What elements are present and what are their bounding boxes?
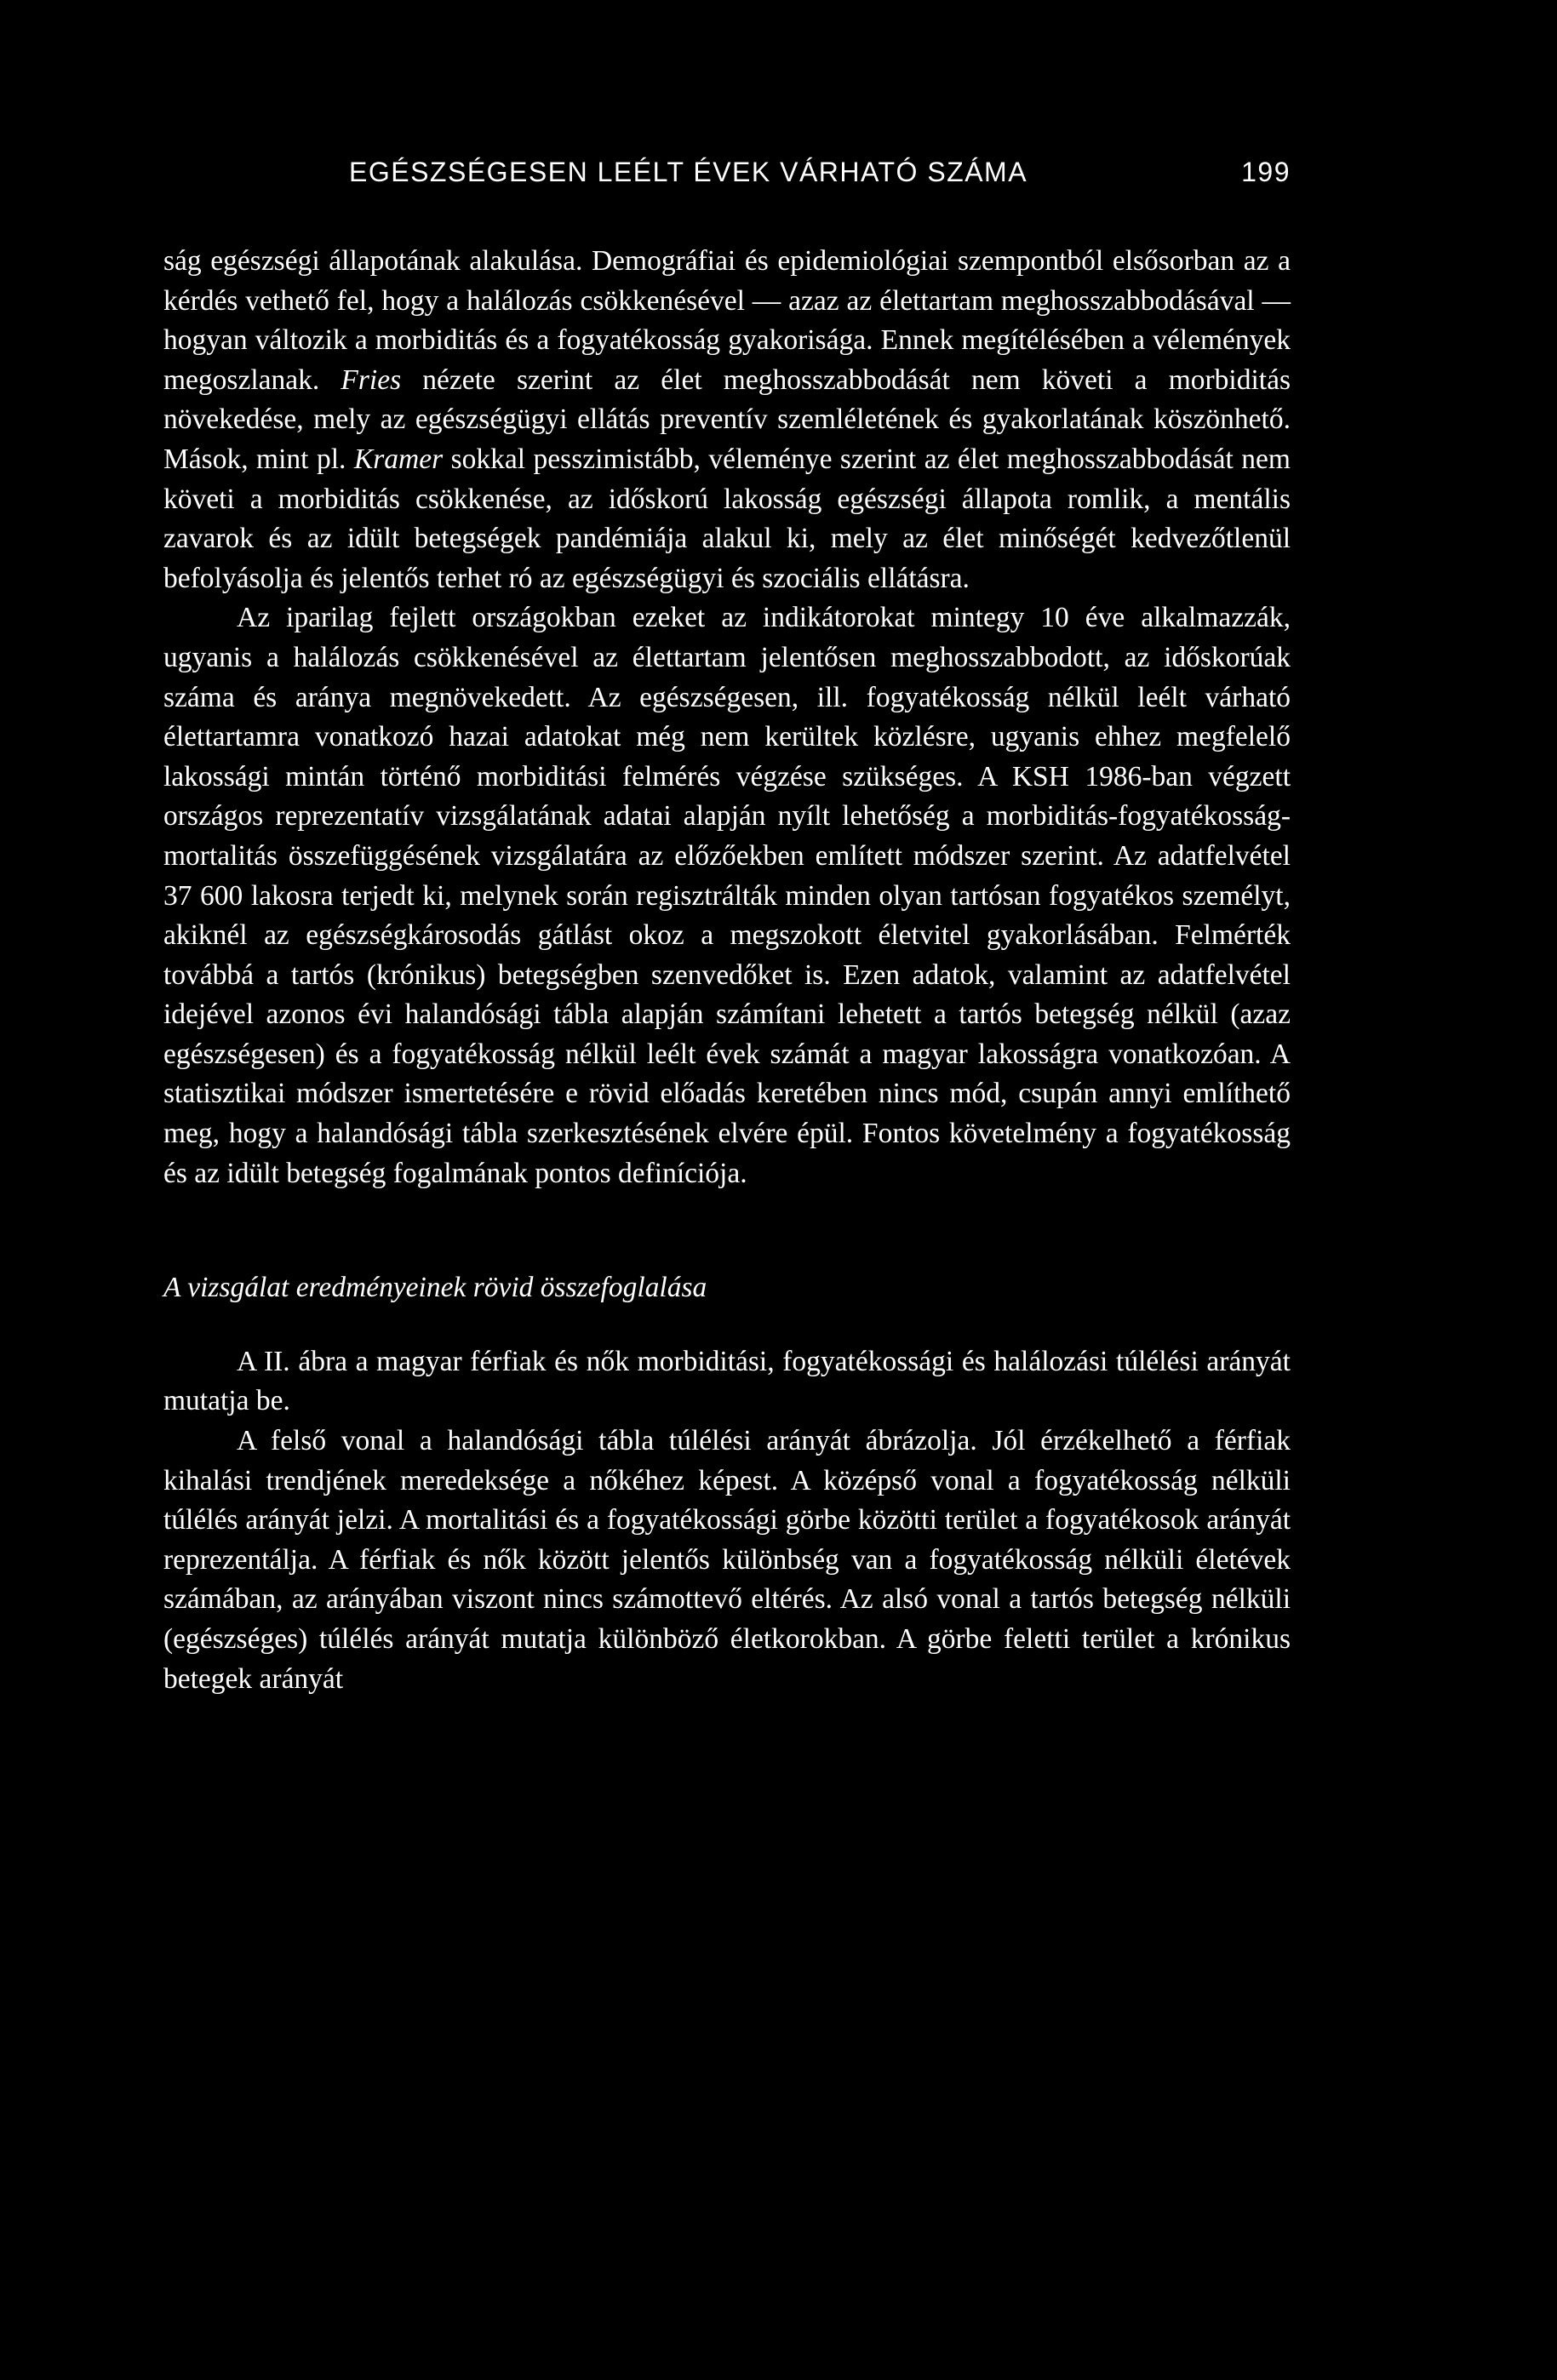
paragraph-1-part-c: sokkal pesszimistább, véleménye szerint az élet meghosszabbodását nem követi a morbiditás csökkenése, az időskorú lakosság egészségi állapota romlik, a mentális zavarok és az idült betegségek pandémiája alakul ki, mely az élet minőségét kedvezőtlenül befolyásolja és jelentős terhet ró az egészségügyi és szociális ellátásra. xyxy=(163,443,1291,594)
author-name-kramer: Kramer xyxy=(353,443,444,475)
running-header xyxy=(163,157,1291,199)
paragraph-1-part-a: ság egészségi állapotának alakulása. Demográfiai és epidemiológiai szempontból elsősorban az a kérdés vethető fel, hogy a halálozás csökkenésével — azaz az élettartam meghosszabbodásával — hogyan változik a morbiditás és a fogyatékosság gyakorisága. Ennek megítélésében a vélemények megoszlanak. xyxy=(163,245,1291,396)
section-heading: A vizsgálat eredményeinek rövid összefoglalása xyxy=(163,1272,707,1304)
paragraph-1 xyxy=(163,242,1291,598)
paragraph-2: Az iparilag fejlett országokban ezeket az indikátorokat mintegy 10 éve alkalmazzák, ugyanis a halálozás csökkenésével az élettartam jelentősen meghosszabbodott, az időskorúak száma és aránya megnövekedett. Az egészségesen, ill. fogyatékosság nélkül leélt várható élettartamra vonatkozó hazai adatokat még nem kerültek közlésre, ugyanis ehhez megfelelő lakossági mintán történő morbiditási felmérés végzése szükséges. A KSH 1986-ban végzett országos reprezentatív vizsgálatának adatai alapján nyílt lehetőség a morbiditás-fogyatékosság-mortalitás összefüggésének vizsgálatára az előzőekben említett módszer szerint. Az adatfelvétel 37 600 lakosra terjedt ki, melynek során regisztrálták minden olyan tartósan fogyatékos személyt, akiknél az egészségkárosodás gátlást okoz a megszokott életvitel gyakorlásában. Felmérték továbbá a tartós (krónikus) betegségben szenvedőket is. Ezen adatok, valamint az adatfelvétel idejével azonos évi halandósági tábla alapján számítani lehetett a tartós betegség nélkül (azaz egészségesen) és a fogyatékosság nélkül leélt évek számát a magyar lakosságra vonatkozóan. A statisztikai módszer ismertetésére e rövid előadás keretében nincs mód, csupán annyi említhető meg, hogy a halandósági tábla szerkesztésének elvére épül. Fontos követelmény a fogyatékosság és az idült betegség fogalmának pontos definíciója. xyxy=(163,602,1291,1189)
paragraph-4: A felső vonal a halandósági tábla túlélési arányát ábrázolja. Jól érzékelhető a férfiak kihalási trendjének meredeksége a nőkéhez képest. A középső vonal a fogyatékosság nélküli túlélés arányát jelzi. A mortalitási és a fogyatékossági görbe közötti terület a fogyatékosok arányát reprezentálja. A férfiak és nők között jelentős különbség van a fogyatékosság nélküli életévek számában, az arányában viszont nincs számottevő eltérés. Az alsó vonal a tartós betegség nélküli (egészséges) túlélés arányát mutatja különböző életkorokban. A görbe feletti terület a krónikus betegek arányát xyxy=(163,1425,1291,1695)
running-title: EGÉSZSÉGESEN LEÉLT ÉVEK VÁRHATÓ SZÁMA xyxy=(349,157,1028,187)
page-number: 199 xyxy=(1241,157,1291,187)
paragraph-3: A II. ábra a magyar férfiak és nők morbiditási, fogyatékossági és halálozási túlélési arányát mutatja be. xyxy=(163,1345,1291,1417)
body-text xyxy=(163,242,1291,1699)
author-name-fries: Fries xyxy=(341,363,402,396)
paragraph-1-part-b: nézete szerint az élet meghosszabbodását nem követi a morbiditás növekedése, mely az egészségügyi ellátás preventív szemléletének és gyakorlatának köszönhető. Mások, mint pl. xyxy=(163,363,1291,475)
